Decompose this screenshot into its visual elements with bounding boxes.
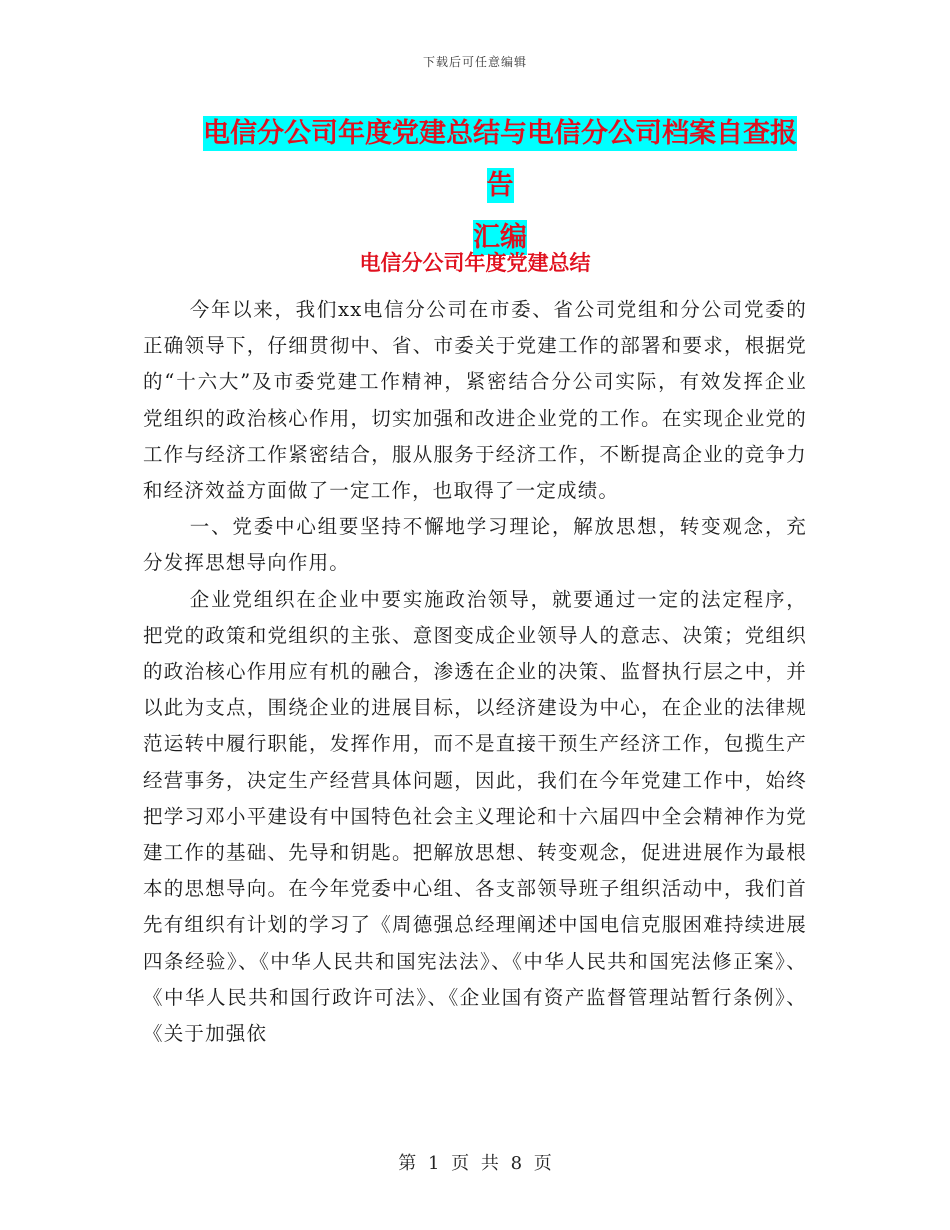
document-title-line1: 电信分公司年度党建总结与电信分公司档案自查报告 bbox=[203, 118, 797, 201]
page-number-footer: 第 1 页 共 8 页 bbox=[398, 1153, 552, 1174]
document-title-line2: 汇编 bbox=[473, 222, 527, 253]
section-title: 电信分公司年度党建总结 bbox=[359, 251, 591, 275]
paragraph-intro: 今年以来，我们xx电信分公司在市委、省公司党组和分公司党委的正确领导下，仔细贯彻中、省、市委关于党建工作的部署和要求，根据党的“十六大”及市委党建工作精神，紧密结合分公司实际，有效发挥企业党组织的政治核心作用，切实加强和改进企业党的工作。在实现企业党的工作与经济工作紧密结合，服从服务于经济工作，不断提高企业的竞争力和经济效益方面做了一定工作，也取得了一定成绩。 bbox=[143, 298, 807, 503]
paragraph-heading-1: 一、党委中心组要坚持不懈地学习理论，解放思想，转变观念，充分发挥思想导向作用。 bbox=[143, 515, 807, 575]
document-title bbox=[190, 108, 810, 264]
header-note: 下载后可任意编辑 bbox=[422, 55, 527, 69]
paragraph-body-1: 企业党组织在企业中要实施政治领导，就要通过一定的法定程序，把党的政策和党组织的主张、意图变成企业领导人的意志、决策；党组织的政治核心作用应有机的融合，渗透在企业的决策、监督执行层之中，并以此为支点，围绕企业的进展目标，以经济建设为中心，在企业的法律规范运转中履行职能，发挥作用，而不是直接干预生产经济工作，包揽生产经营事务，决定生产经营具体问题，因此，我们在今年党建工作中，始终把学习邓小平建设有中国特色社会主义理论和十六届四中全会精神作为党建工作的基础、先导和钥匙。把解放思想、转变观念，促进进展作为最根本的思想导向。在今年党委中心组、各支部领导班子组织活动中，我们首先有组织有计划的学习了《周德强总经理阐述中国电信克服困难持续进展四条经验》、《中华人民共和国宪法法》、《中华人民共和国宪法修正案》、《中华人民共和国行政许可法》、《企业国有资产监督管理站暂行条例》、《关于加强依 bbox=[143, 587, 807, 1046]
document-body bbox=[143, 292, 807, 1052]
